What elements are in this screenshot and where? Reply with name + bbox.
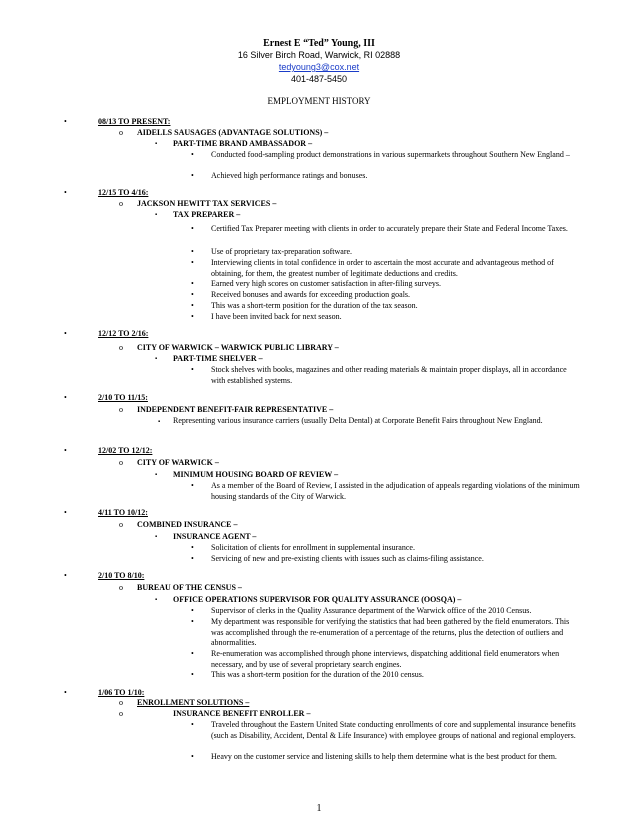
circle-bullet-icon: o: [119, 520, 123, 529]
employer-name: INDEPENDENT BENEFIT-FAIR REPRESENTATIVE –: [137, 405, 334, 414]
bullet-icon: •: [64, 688, 67, 697]
job-duty: Use of proprietary tax-preparation software.: [211, 247, 353, 256]
bullet-icon: •: [191, 171, 194, 180]
job-duty: Achieved high performance ratings and bonuses.: [211, 171, 368, 180]
square-bullet-icon: ▪: [155, 141, 158, 147]
job-duty: Solicitation of clients for enrollment in supplemental insurance.: [211, 543, 415, 552]
bullet-icon: •: [64, 329, 67, 338]
square-bullet-icon: ▪: [155, 212, 158, 218]
bullet-icon: •: [191, 720, 194, 729]
job-dates: 4/11 TO 10/12:: [98, 508, 148, 517]
circle-bullet-icon: o: [119, 405, 123, 414]
applicant-phone: 401-487-5450: [290, 74, 348, 84]
job-duty: This was a short-term position for the duration of the tax season.: [211, 301, 418, 310]
job-role: TAX PREPARER –: [173, 210, 241, 219]
bullet-icon: •: [64, 508, 67, 517]
job-dates: 12/15 TO 4/16:: [98, 188, 149, 197]
job-duty: Re-enumeration was accomplished through phone interviews, dispatching additional field enumerators when necessary, and by use of several proprietary search engines.: [211, 649, 560, 669]
bullet-icon: •: [64, 188, 67, 197]
bullet-icon: •: [191, 481, 194, 490]
job-employer: JACKSON HEWITT TAX SERVICES –: [137, 199, 277, 208]
job-duty: Earned very high scores on customer satisfaction in after-filing surveys.: [211, 279, 441, 288]
job-employer: CITY OF WARWICK –: [137, 458, 219, 467]
bullet-icon: •: [191, 606, 194, 615]
applicant-name: Ernest E “Ted” Young, III: [263, 38, 375, 49]
job-employer: [137, 405, 333, 416]
square-bullet-icon: ▪: [155, 597, 158, 603]
email-link[interactable]: tedyoung3@cox.net: [278, 62, 360, 72]
job-duty: Certified Tax Preparer meeting with clients in order to accurately prepare their State and Federal Income Taxes.: [211, 224, 568, 233]
bullet-icon: •: [64, 393, 67, 402]
job-employer: BUREAU OF THE CENSUS –: [137, 583, 242, 592]
bullet-icon: •: [64, 571, 67, 580]
job-duty: Received bonuses and awards for exceeding production goals.: [211, 290, 411, 299]
job-dates: 2/10 TO 11/15:: [98, 393, 148, 402]
job-role: OFFICE OPERATIONS SUPERVISOR FOR QUALITY ASSURANCE (OOSQA) –: [173, 595, 462, 604]
bullet-icon: •: [191, 279, 194, 288]
circle-bullet-icon: o: [119, 343, 123, 352]
job-dates: 2/10 TO 8/10:: [98, 571, 145, 580]
job-dates: 08/13 TO PRESENT:: [98, 117, 171, 126]
bullet-icon: •: [191, 301, 194, 310]
bullet-icon: •: [191, 224, 194, 233]
square-bullet-icon: ▪: [155, 472, 158, 478]
square-bullet-icon: ▪: [155, 356, 158, 362]
job-role: PART-TIME SHELVER –: [173, 354, 263, 363]
job-role: INSURANCE BENEFIT ENROLLER –: [173, 709, 311, 718]
square-bullet-icon: ▪: [155, 534, 158, 540]
job-duty: This was a short-term position for the duration of the 2010 census.: [211, 670, 424, 679]
bullet-icon: •: [191, 258, 194, 267]
job-duty: My department was responsible for verifying the statistics that had been gathered by the field enumerators. This was accomplished through the re-enumeration of a percentage of the returns, plus the detection of outliers and abnormalities.: [211, 617, 570, 647]
circle-bullet-icon: o: [119, 583, 123, 592]
applicant-address: 16 Silver Birch Road, Warwick, RI 02888: [237, 50, 401, 60]
bullet-icon: •: [191, 554, 194, 563]
bullet-icon: •: [191, 312, 194, 321]
circle-bullet-icon: o: [119, 709, 123, 718]
job-dates: 1/06 TO 1/10:: [98, 688, 145, 697]
job-dates: 12/12 TO 2/16:: [98, 329, 149, 338]
bullet-icon: •: [191, 150, 194, 159]
section-title: EMPLOYMENT HISTORY: [267, 96, 371, 106]
job-employer: [137, 520, 237, 531]
job-employer: ENROLLMENT SOLUTIONS –: [137, 698, 250, 707]
job-employer: CITY OF WARWICK – WARWICK PUBLIC LIBRARY –: [137, 343, 339, 352]
job-role: MINIMUM HOUSING BOARD OF REVIEW –: [173, 470, 339, 479]
job-role-detail: Representing various insurance carriers (usually Delta Dental) at Corporate Benefit Fairs throughout New England.: [173, 416, 543, 425]
employer-name: COMBINED INSURANCE –: [137, 520, 238, 529]
circle-bullet-icon: o: [119, 458, 123, 467]
job-duty: Interviewing clients in total confidence in order to ascertain the most accurate and advantageous method of obtaining, for them, the greatest number of legitimate deductions and credits.: [211, 258, 554, 278]
bullet-icon: •: [191, 365, 194, 374]
job-duty: Conducted food-sampling product demonstrations in various supermarkets throughout Southern New England –: [211, 150, 570, 159]
bullet-icon: •: [191, 649, 194, 658]
bullet-icon: •: [64, 117, 67, 126]
job-duty: Servicing of new and pre-existing clients with issues such as claims-filing assistance.: [211, 554, 484, 563]
job-duty: I have been invited back for next season.: [211, 312, 342, 321]
bullet-icon: •: [191, 617, 194, 626]
job-role: PART-TIME BRAND AMBASSADOR –: [173, 139, 313, 148]
bullet-icon: •: [191, 247, 194, 256]
job-duty: Stock shelves with books, magazines and other reading materials & maintain proper displays, all in accordance with established systems.: [211, 365, 567, 385]
circle-bullet-icon: o: [119, 199, 123, 208]
bullet-icon: •: [191, 290, 194, 299]
job-dates: 12/02 TO 12/12:: [98, 446, 153, 455]
bullet-icon: •: [191, 670, 194, 679]
bullet-icon: •: [64, 446, 67, 455]
square-bullet-icon: ▪: [158, 419, 161, 425]
job-duty: Heavy on the customer service and listening skills to help them determine what is the best product for them.: [211, 752, 557, 761]
page-number: 1: [316, 803, 322, 814]
circle-bullet-icon: o: [119, 128, 123, 137]
job-duty: As a member of the Board of Review, I assisted in the adjudication of appeals regarding violations of the minimum housing standards of the City of Warwick.: [211, 481, 580, 501]
job-employer: AIDELLS SAUSAGES (ADVANTAGE SOLUTIONS) –: [137, 128, 329, 137]
circle-bullet-icon: o: [119, 698, 123, 707]
job-duty: Traveled throughout the Eastern United State conducting enrollments of core and supplemental insurance benefits (such as Disability, Accident, Dental & Life Insurance) with employee groups of national and regional employers.: [211, 720, 576, 740]
bullet-icon: •: [191, 543, 194, 552]
job-role: INSURANCE AGENT –: [173, 532, 257, 541]
bullet-icon: •: [191, 752, 194, 761]
job-duty: Supervisor of clerks in the Quality Assurance department of the Warwick office of the 2010 Census.: [211, 606, 532, 615]
